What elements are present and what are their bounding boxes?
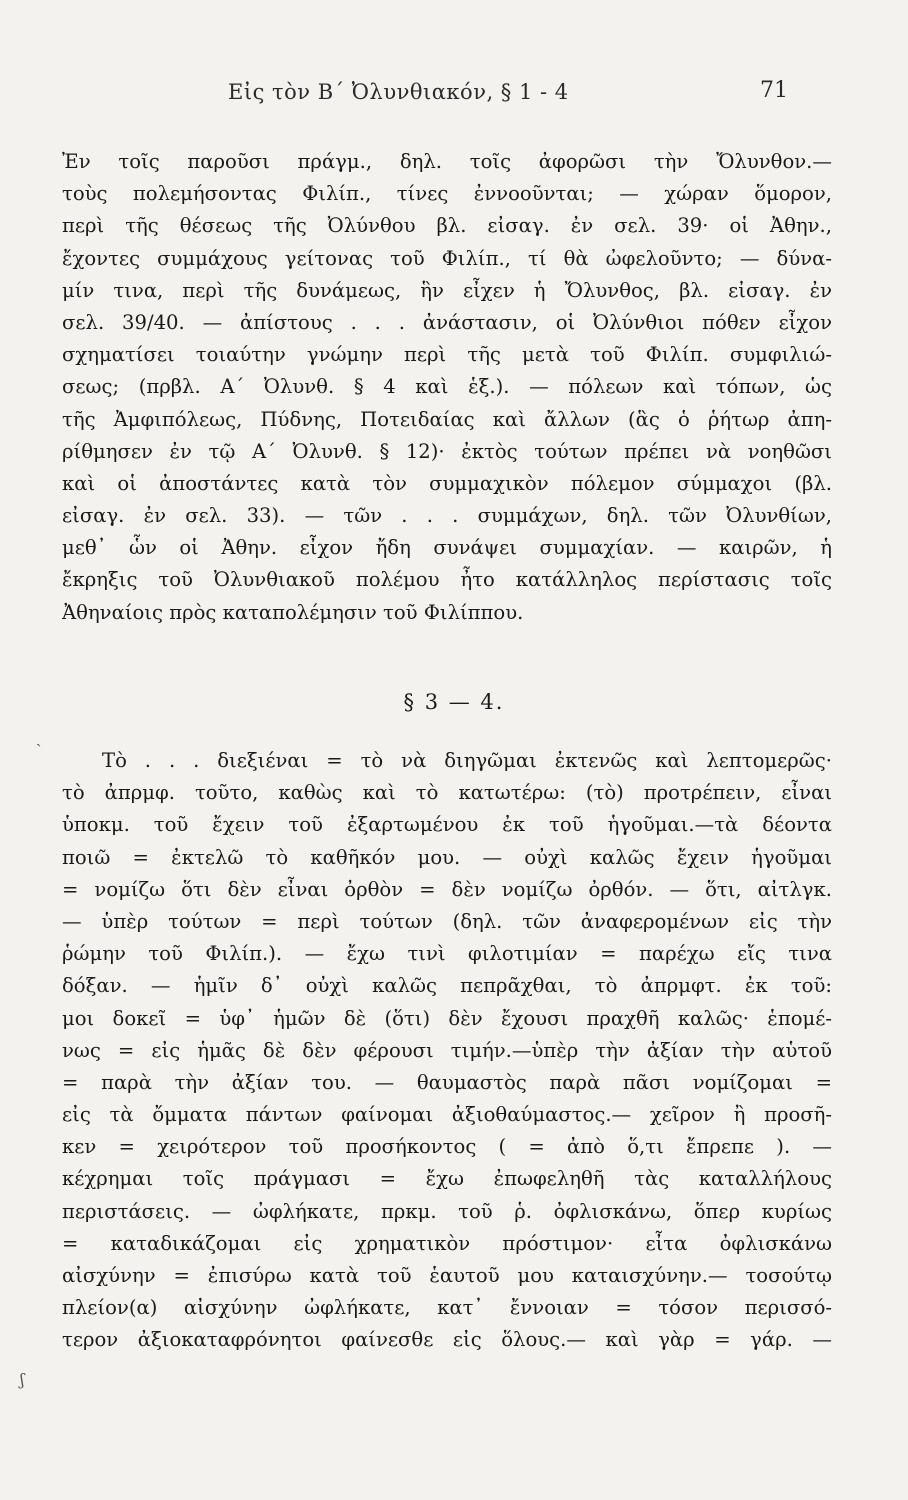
text-line: πλείον(α) αἰσχύνην ὠφλήκατε, κατ᾽ ἔννοιαν = τόσον περισσό-	[62, 1296, 832, 1320]
section-heading: § 3 — 4.	[403, 690, 505, 714]
page-number: 71	[760, 78, 788, 103]
text-line: καὶ οἱ ἀποστάντες κατὰ τὸν συμμαχικὸν πόλεμον σύμμαχοι (βλ.	[62, 471, 832, 495]
text-line: κέχρημαι τοῖς πράγμασι = ἔχω ἐπωφεληθῆ τὰς καταλλήλους	[62, 1167, 832, 1191]
text-line: σχηματίσει τοιαύτην γνώμην περὶ τῆς μετὰ τοῦ Φιλίπ. συμφιλιώ-	[62, 343, 832, 367]
running-head: Εἰς τὸν Β΄ Ὀλυνθιακόν, § 1 - 4	[228, 80, 569, 104]
text-line: = παρὰ τὴν ἀξίαν του. — θαυμαστὸς παρὰ πᾶσι νομίζομαι =	[62, 1070, 832, 1094]
text-line: περὶ τῆς θέσεως τῆς Ὀλύνθου βλ. εἰσαγ. ἐν σελ. 39· οἱ Ἀθην.,	[62, 214, 832, 238]
text-line: νως = εἰς ἡμᾶς δὲ δὲν φέρουσι τιμήν.—ὑπὲρ τὴν ἀξίαν τὴν αὑτοῦ	[62, 1038, 832, 1062]
text-line: = νομίζω ὅτι δὲν εἶναι ὀρθὸν = δὲν νομίζω ὀρθόν. — ὅτι, αἰτλγκ.	[62, 877, 832, 901]
text-line: ἔκρηξις τοῦ Ὀλυνθιακοῦ πολέμου ἦτο κατάλληλος περίστασις τοῖς	[62, 568, 832, 592]
text-line: ὑποκμ. τοῦ ἔχειν τοῦ ἐξαρτωμένου ἐκ τοῦ ἡγοῦμαι.—τὰ δέοντα	[62, 813, 832, 837]
text-line: δόξαν. — ἡμῖν δ᾽ οὐχὶ καλῶς πεπρᾶχθαι, τὸ ἀπρμφτ. ἐκ τοῦ:	[62, 974, 832, 998]
text-line: μίν τινα, περὶ τῆς δυνάμεως, ἣν εἶχεν ἡ Ὄλυνθος, βλ. εἰσαγ. ἐν	[62, 278, 832, 302]
text-line: — ὑπὲρ τούτων = περὶ τούτων (δηλ. τῶν ἀναφερομένων εἰς τὴν	[62, 909, 832, 933]
margin-mark: ʃ	[20, 1370, 25, 1389]
text-line: Τὸ . . . διεξιέναι = τὸ νὰ διηγῶμαι ἐκτενῶς καὶ λεπτομερῶς·	[102, 749, 832, 772]
text-line: εἰς τὰ ὄμματα πάντων φαίνομαι ἀξιοθαύμαστος.— χεῖρον ἢ προσῆ-	[62, 1103, 832, 1127]
text-line: Ἐν τοῖς παροῦσι πράγμ., δηλ. τοῖς ἀφορῶσι τὴν Ὄλυνθον.—	[62, 150, 832, 173]
text-line: σελ. 39/40. — ἀπίστους . . . ἀνάστασιν, οἱ Ὀλύνθιοι πόθεν εἶχον	[62, 310, 832, 334]
text-line: ρίθμησεν ἐν τῷ Α΄ Ὀλυνθ. § 12)· ἐκτὸς τούτων πρέπει νὰ νοηθῶσι	[62, 439, 832, 463]
text-line: κεν = χειρότερον τοῦ προσήκοντος ( = ἀπὸ ὅ,τι ἔπρεπε ). —	[62, 1135, 832, 1159]
text-line: τοὺς πολεμήσοντας Φιλίπ., τίνες ἐννοοῦνται; — χώραν ὅμορον,	[62, 182, 832, 206]
text-line: εἰσαγ. ἐν σελ. 33). — τῶν . . . συμμάχων, δηλ. τῶν Ὀλυνθίων,	[62, 504, 832, 528]
text-line: = καταδικάζομαι εἰς χρηματικὸν πρόστιμον· εἶτα ὀφλισκάνω	[62, 1231, 832, 1255]
text-line: τῆς Ἀμφιπόλεως, Πύδνης, Ποτειδαίας καὶ ἄλλων (ἃς ὁ ῥήτωρ ἀπη-	[62, 407, 832, 431]
text-line: τερον ἀξιοκαταφρόνητοι φαίνεσθε εἰς ὅλους.— καὶ γὰρ = γάρ. —	[62, 1328, 832, 1352]
text-line: τὸ ἀπρμφ. τοῦτο, καθὼς καὶ τὸ κατωτέρω: (τὸ) προτρέπειν, εἶναι	[62, 781, 832, 805]
text-line: μοι δοκεῖ = ὑφ᾽ ἡμῶν δὲ (ὅτι) δὲν ἔχουσι πραχθῆ καλῶς· ἑπομέ-	[62, 1006, 832, 1030]
commentary-paragraph-1	[62, 146, 832, 629]
text-line: Ἀθηναίοις πρὸς καταπολέμησιν τοῦ Φιλίππου.	[62, 600, 524, 624]
text-line: αἰσχύνην = ἐπισύρω κατὰ τοῦ ἑαυτοῦ μου καταισχύνην.— τοσούτῳ	[62, 1264, 832, 1287]
text-line: σεως; (πρβλ. Α΄ Ὀλυνθ. § 4 καὶ ἑξ.). — πόλεων καὶ τόπων, ὡς	[62, 375, 832, 399]
margin-mark: ˏ	[36, 728, 42, 747]
commentary-paragraph-2	[62, 745, 832, 1357]
text-line: περιστάσεις. — ὠφλήκατε, πρκμ. τοῦ ῥ. ὀφλισκάνω, ὅπερ κυρίως	[62, 1199, 832, 1223]
text-line: ἔχοντες συμμάχους γείτονας τοῦ Φιλίπ., τί θὰ ὠφελοῦντο; — δύνα-	[62, 246, 832, 270]
text-line: ῥώμην τοῦ Φιλίπ.). — ἔχω τινὶ φιλοτιμίαν = παρέχω εἴς τινα	[62, 942, 832, 966]
text-line: μεθ᾽ ὧν οἱ Ἀθην. εἶχον ἤδη συνάψει συμμαχίαν. — καιρῶν, ἡ	[62, 536, 832, 560]
text-line: ποιῶ = ἐκτελῶ τὸ καθῆκόν μου. — οὐχὶ καλῶς ἔχειν ἡγοῦμαι	[62, 845, 832, 869]
